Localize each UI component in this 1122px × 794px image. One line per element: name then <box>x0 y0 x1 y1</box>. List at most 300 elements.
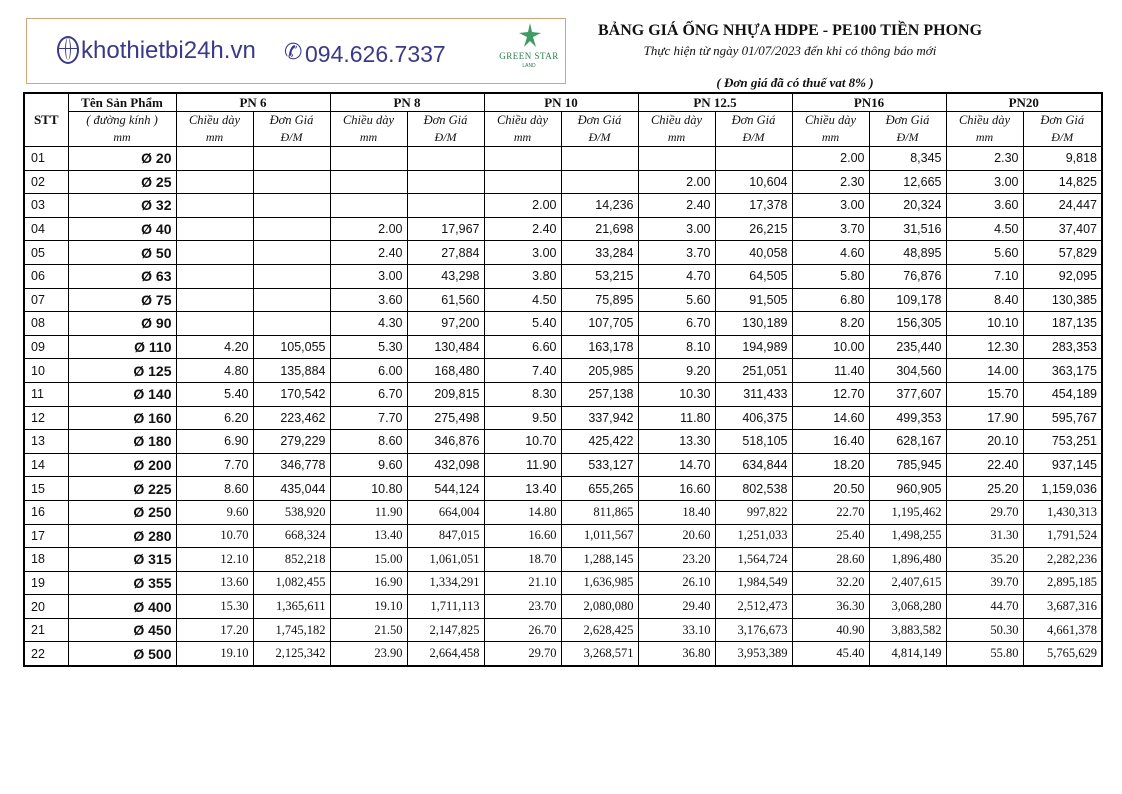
price-cell: 544,124 <box>407 477 484 501</box>
thickness-cell: 5.80 <box>792 264 869 288</box>
price-unit: Đ/M <box>1023 129 1102 147</box>
thickness-cell: 7.70 <box>176 453 253 477</box>
price-cell: 26,215 <box>715 217 792 241</box>
price-cell: 33,284 <box>561 241 638 265</box>
price-cell: 4,661,378 <box>1023 618 1102 642</box>
price-cell: 2,664,458 <box>407 642 484 666</box>
thickness-cell: 11.80 <box>638 406 715 430</box>
company-banner <box>26 18 566 84</box>
price-cell: 852,218 <box>253 548 330 572</box>
price-cell: 76,876 <box>869 264 946 288</box>
row-number: 19 <box>24 571 68 595</box>
thickness-cell: 23.90 <box>330 642 407 666</box>
thickness-cell: 2.30 <box>792 170 869 194</box>
table-row <box>24 217 1102 241</box>
thickness-cell: 13.40 <box>330 524 407 548</box>
price-cell: 91,505 <box>715 288 792 312</box>
table-row <box>24 335 1102 359</box>
thickness-header: Chiều dày <box>792 112 869 130</box>
thickness-cell: 2.30 <box>946 147 1023 171</box>
thickness-cell: 6.20 <box>176 406 253 430</box>
price-cell: 20,324 <box>869 194 946 218</box>
thickness-cell: 12.30 <box>946 335 1023 359</box>
price-cell: 634,844 <box>715 453 792 477</box>
thickness-cell: 16.40 <box>792 430 869 454</box>
price-cell: 14,236 <box>561 194 638 218</box>
thickness-cell: 9.20 <box>638 359 715 383</box>
thickness-cell <box>176 288 253 312</box>
price-cell: 107,705 <box>561 312 638 336</box>
product-unit: mm <box>68 129 176 147</box>
row-number: 07 <box>24 288 68 312</box>
price-cell: 1,159,036 <box>1023 477 1102 501</box>
price-cell: 1,564,724 <box>715 548 792 572</box>
thickness-header: Chiều dày <box>330 112 407 130</box>
thickness-cell: 18.20 <box>792 453 869 477</box>
price-cell: 21,698 <box>561 217 638 241</box>
price-cell: 454,189 <box>1023 382 1102 406</box>
price-header: Đơn Giá <box>407 112 484 130</box>
thickness-cell <box>638 147 715 171</box>
thickness-cell: 5.30 <box>330 335 407 359</box>
price-cell: 257,138 <box>561 382 638 406</box>
price-cell: 363,175 <box>1023 359 1102 383</box>
thickness-cell: 2.00 <box>484 194 561 218</box>
table-row <box>24 571 1102 595</box>
price-cell: 1,334,291 <box>407 571 484 595</box>
price-header: Đơn Giá <box>869 112 946 130</box>
price-cell: 43,298 <box>407 264 484 288</box>
thickness-cell: 13.40 <box>484 477 561 501</box>
price-cell: 655,265 <box>561 477 638 501</box>
thickness-unit: mm <box>792 129 869 147</box>
thickness-cell: 14.70 <box>638 453 715 477</box>
thickness-cell: 7.10 <box>946 264 1023 288</box>
thickness-cell: 11.90 <box>330 500 407 524</box>
table-row <box>24 477 1102 501</box>
thickness-cell: 22.40 <box>946 453 1023 477</box>
pipe-diameter: Ø 200 <box>68 453 176 477</box>
table-row <box>24 382 1102 406</box>
thickness-cell: 8.20 <box>792 312 869 336</box>
pipe-diameter: Ø 225 <box>68 477 176 501</box>
price-cell: 377,607 <box>869 382 946 406</box>
price-cell: 14,825 <box>1023 170 1102 194</box>
thickness-cell: 20.60 <box>638 524 715 548</box>
price-cell: 1,711,113 <box>407 595 484 619</box>
thickness-cell: 33.10 <box>638 618 715 642</box>
row-number: 20 <box>24 595 68 619</box>
price-cell: 2,895,185 <box>1023 571 1102 595</box>
price-cell: 17,967 <box>407 217 484 241</box>
price-cell: 2,080,080 <box>561 595 638 619</box>
website-name: khothietbi24h.vn <box>81 37 256 64</box>
thickness-cell: 36.30 <box>792 595 869 619</box>
table-row <box>24 264 1102 288</box>
thickness-cell: 12.70 <box>792 382 869 406</box>
table-row <box>24 170 1102 194</box>
price-cell: 168,480 <box>407 359 484 383</box>
thickness-cell: 19.10 <box>330 595 407 619</box>
price-cell: 9,818 <box>1023 147 1102 171</box>
thickness-cell: 10.00 <box>792 335 869 359</box>
thickness-cell: 22.70 <box>792 500 869 524</box>
price-cell: 997,822 <box>715 500 792 524</box>
row-number: 13 <box>24 430 68 454</box>
thickness-cell: 12.10 <box>176 548 253 572</box>
price-cell: 40,058 <box>715 241 792 265</box>
thickness-cell: 3.60 <box>330 288 407 312</box>
pressure-group-header: PN 12.5 <box>638 93 792 112</box>
price-header: Đơn Giá <box>253 112 330 130</box>
thickness-cell: 5.40 <box>176 382 253 406</box>
price-cell: 251,051 <box>715 359 792 383</box>
price-cell: 1,430,313 <box>1023 500 1102 524</box>
product-subheader: ( đường kính ) <box>68 112 176 130</box>
thickness-cell: 25.40 <box>792 524 869 548</box>
thickness-cell <box>330 147 407 171</box>
thickness-cell: 6.90 <box>176 430 253 454</box>
price-cell: 435,044 <box>253 477 330 501</box>
price-cell: 337,942 <box>561 406 638 430</box>
thickness-cell: 11.40 <box>792 359 869 383</box>
thickness-cell: 26.10 <box>638 571 715 595</box>
thickness-cell: 4.60 <box>792 241 869 265</box>
pipe-diameter: Ø 20 <box>68 147 176 171</box>
row-number: 18 <box>24 548 68 572</box>
row-number: 21 <box>24 618 68 642</box>
thickness-cell: 4.30 <box>330 312 407 336</box>
thickness-cell: 50.30 <box>946 618 1023 642</box>
price-cell <box>253 147 330 171</box>
pressure-group-header: PN 6 <box>176 93 330 112</box>
thickness-cell: 2.40 <box>330 241 407 265</box>
thickness-cell: 10.30 <box>638 382 715 406</box>
price-cell: 5,765,629 <box>1023 642 1102 666</box>
row-number: 03 <box>24 194 68 218</box>
row-number: 06 <box>24 264 68 288</box>
thickness-cell: 44.70 <box>946 595 1023 619</box>
thickness-cell: 16.90 <box>330 571 407 595</box>
price-cell <box>561 147 638 171</box>
pipe-diameter: Ø 50 <box>68 241 176 265</box>
thickness-cell <box>176 170 253 194</box>
price-cell <box>407 147 484 171</box>
thickness-cell: 23.70 <box>484 595 561 619</box>
pressure-group-header: PN 8 <box>330 93 484 112</box>
thickness-cell: 15.00 <box>330 548 407 572</box>
thickness-cell: 6.80 <box>792 288 869 312</box>
price-cell: 304,560 <box>869 359 946 383</box>
row-number: 05 <box>24 241 68 265</box>
price-table <box>23 92 1103 667</box>
thickness-cell: 23.20 <box>638 548 715 572</box>
thickness-cell: 7.70 <box>330 406 407 430</box>
thickness-cell: 17.90 <box>946 406 1023 430</box>
price-cell: 2,147,825 <box>407 618 484 642</box>
price-cell: 53,215 <box>561 264 638 288</box>
price-cell: 156,305 <box>869 312 946 336</box>
thickness-cell: 13.30 <box>638 430 715 454</box>
price-cell <box>253 288 330 312</box>
thickness-cell: 55.80 <box>946 642 1023 666</box>
price-cell: 37,407 <box>1023 217 1102 241</box>
row-number: 11 <box>24 382 68 406</box>
price-cell: 1,365,611 <box>253 595 330 619</box>
price-cell: 75,895 <box>561 288 638 312</box>
price-cell: 61,560 <box>407 288 484 312</box>
price-cell: 223,462 <box>253 406 330 430</box>
price-cell: 811,865 <box>561 500 638 524</box>
pipe-diameter: Ø 280 <box>68 524 176 548</box>
thickness-cell: 2.00 <box>638 170 715 194</box>
price-cell: 279,229 <box>253 430 330 454</box>
price-cell: 2,125,342 <box>253 642 330 666</box>
pipe-diameter: Ø 500 <box>68 642 176 666</box>
thickness-cell: 9.60 <box>330 453 407 477</box>
row-number: 01 <box>24 147 68 171</box>
price-cell <box>253 241 330 265</box>
price-cell: 960,905 <box>869 477 946 501</box>
thickness-cell: 31.30 <box>946 524 1023 548</box>
price-unit: Đ/M <box>253 129 330 147</box>
thickness-cell: 19.10 <box>176 642 253 666</box>
price-cell: 1,984,549 <box>715 571 792 595</box>
price-cell: 109,178 <box>869 288 946 312</box>
price-cell: 57,829 <box>1023 241 1102 265</box>
table-row <box>24 618 1102 642</box>
thickness-cell: 3.00 <box>638 217 715 241</box>
price-cell: 2,512,473 <box>715 595 792 619</box>
price-cell: 275,498 <box>407 406 484 430</box>
price-cell: 205,985 <box>561 359 638 383</box>
table-row <box>24 430 1102 454</box>
table-row <box>24 500 1102 524</box>
price-cell: 664,004 <box>407 500 484 524</box>
price-header: Đơn Giá <box>1023 112 1102 130</box>
page-title: BẢNG GIÁ ỐNG NHỰA HDPE - PE100 TIỀN PHONG <box>597 22 983 39</box>
price-header: Đơn Giá <box>561 112 638 130</box>
thickness-cell: 3.00 <box>946 170 1023 194</box>
thickness-header: Chiều dày <box>946 112 1023 130</box>
row-number: 08 <box>24 312 68 336</box>
price-cell: 668,324 <box>253 524 330 548</box>
price-cell: 27,884 <box>407 241 484 265</box>
price-cell: 2,282,236 <box>1023 548 1102 572</box>
price-cell: 187,135 <box>1023 312 1102 336</box>
thickness-cell: 13.60 <box>176 571 253 595</box>
price-cell: 1,636,985 <box>561 571 638 595</box>
thickness-cell: 10.70 <box>176 524 253 548</box>
thickness-cell: 9.50 <box>484 406 561 430</box>
table-row <box>24 147 1102 171</box>
thickness-cell: 16.60 <box>484 524 561 548</box>
thickness-cell: 40.90 <box>792 618 869 642</box>
thickness-cell <box>330 170 407 194</box>
price-cell: 1,082,455 <box>253 571 330 595</box>
thickness-unit: mm <box>330 129 407 147</box>
thickness-cell: 20.10 <box>946 430 1023 454</box>
row-number: 10 <box>24 359 68 383</box>
price-cell: 10,604 <box>715 170 792 194</box>
thickness-cell: 2.40 <box>638 194 715 218</box>
pipe-diameter: Ø 125 <box>68 359 176 383</box>
thickness-cell: 2.00 <box>330 217 407 241</box>
thickness-cell: 3.60 <box>946 194 1023 218</box>
price-unit: Đ/M <box>715 129 792 147</box>
thickness-unit: mm <box>176 129 253 147</box>
price-cell: 130,385 <box>1023 288 1102 312</box>
price-header: Đơn Giá <box>715 112 792 130</box>
price-cell: 48,895 <box>869 241 946 265</box>
price-cell: 847,015 <box>407 524 484 548</box>
thickness-cell: 6.70 <box>330 382 407 406</box>
thickness-cell <box>176 194 253 218</box>
price-cell: 1,288,145 <box>561 548 638 572</box>
thickness-cell: 4.20 <box>176 335 253 359</box>
price-cell: 31,516 <box>869 217 946 241</box>
pipe-diameter: Ø 110 <box>68 335 176 359</box>
thickness-cell: 3.80 <box>484 264 561 288</box>
price-cell: 406,375 <box>715 406 792 430</box>
thickness-header: Chiều dày <box>484 112 561 130</box>
price-cell: 1,195,462 <box>869 500 946 524</box>
price-cell <box>715 147 792 171</box>
thickness-cell: 14.00 <box>946 359 1023 383</box>
price-cell: 937,145 <box>1023 453 1102 477</box>
price-cell: 135,884 <box>253 359 330 383</box>
row-number: 14 <box>24 453 68 477</box>
price-cell: 3,068,280 <box>869 595 946 619</box>
thickness-cell <box>484 147 561 171</box>
thickness-cell: 8.60 <box>330 430 407 454</box>
row-number: 04 <box>24 217 68 241</box>
price-cell: 1,498,255 <box>869 524 946 548</box>
thickness-cell: 21.10 <box>484 571 561 595</box>
thickness-cell: 5.60 <box>638 288 715 312</box>
thickness-cell: 15.70 <box>946 382 1023 406</box>
pipe-diameter: Ø 250 <box>68 500 176 524</box>
pipe-diameter: Ø 315 <box>68 548 176 572</box>
pipe-diameter: Ø 40 <box>68 217 176 241</box>
price-cell: 170,542 <box>253 382 330 406</box>
price-cell: 4,814,149 <box>869 642 946 666</box>
partner-name: GREEN STAR <box>499 51 559 61</box>
price-cell: 533,127 <box>561 453 638 477</box>
thickness-unit: mm <box>484 129 561 147</box>
thickness-header: Chiều dày <box>176 112 253 130</box>
phone-icon: ✆ <box>284 39 303 64</box>
price-cell: 163,178 <box>561 335 638 359</box>
price-unit: Đ/M <box>869 129 946 147</box>
table-body <box>24 147 1102 667</box>
stt-header: STT <box>24 93 68 147</box>
price-cell: 2,628,425 <box>561 618 638 642</box>
price-cell: 499,353 <box>869 406 946 430</box>
thickness-cell <box>176 147 253 171</box>
thickness-cell: 6.60 <box>484 335 561 359</box>
thickness-cell: 25.20 <box>946 477 1023 501</box>
thickness-unit: mm <box>946 129 1023 147</box>
price-cell: 3,883,582 <box>869 618 946 642</box>
table-row <box>24 359 1102 383</box>
price-cell: 432,098 <box>407 453 484 477</box>
thickness-cell: 7.40 <box>484 359 561 383</box>
pipe-diameter: Ø 400 <box>68 595 176 619</box>
thickness-cell: 8.30 <box>484 382 561 406</box>
thickness-cell: 11.90 <box>484 453 561 477</box>
table-row <box>24 595 1102 619</box>
thickness-cell: 10.70 <box>484 430 561 454</box>
price-cell <box>253 194 330 218</box>
thickness-cell <box>484 170 561 194</box>
price-cell: 425,422 <box>561 430 638 454</box>
thickness-cell: 28.60 <box>792 548 869 572</box>
page-subtitle: Thực hiện từ ngày 01/07/2023 đến khi có thông báo mới <box>643 43 937 58</box>
price-cell: 97,200 <box>407 312 484 336</box>
thickness-cell: 18.40 <box>638 500 715 524</box>
thickness-cell <box>176 217 253 241</box>
thickness-cell: 9.60 <box>176 500 253 524</box>
thickness-cell: 4.50 <box>484 288 561 312</box>
thickness-cell <box>176 241 253 265</box>
thickness-cell <box>176 264 253 288</box>
table-header <box>24 93 1102 147</box>
globe-icon <box>57 36 79 64</box>
price-cell: 3,176,673 <box>715 618 792 642</box>
thickness-cell: 14.80 <box>484 500 561 524</box>
thickness-cell: 4.70 <box>638 264 715 288</box>
pipe-diameter: Ø 180 <box>68 430 176 454</box>
price-cell: 1,251,033 <box>715 524 792 548</box>
row-number: 09 <box>24 335 68 359</box>
price-cell: 802,538 <box>715 477 792 501</box>
thickness-cell: 3.70 <box>792 217 869 241</box>
pipe-diameter: Ø 160 <box>68 406 176 430</box>
price-cell: 1,061,051 <box>407 548 484 572</box>
price-unit: Đ/M <box>407 129 484 147</box>
thickness-cell <box>330 194 407 218</box>
pressure-group-header: PN20 <box>946 93 1102 112</box>
thickness-cell: 3.00 <box>484 241 561 265</box>
thickness-cell: 8.60 <box>176 477 253 501</box>
thickness-cell: 29.70 <box>946 500 1023 524</box>
product-header: Tên Sản Phẩm <box>68 93 176 112</box>
price-cell: 1,791,524 <box>1023 524 1102 548</box>
thickness-cell: 29.40 <box>638 595 715 619</box>
thickness-cell: 14.60 <box>792 406 869 430</box>
thickness-cell: 16.60 <box>638 477 715 501</box>
table-row <box>24 194 1102 218</box>
price-cell: 1,745,182 <box>253 618 330 642</box>
thickness-cell: 3.00 <box>792 194 869 218</box>
price-cell: 3,268,571 <box>561 642 638 666</box>
pipe-diameter: Ø 450 <box>68 618 176 642</box>
thickness-cell: 26.70 <box>484 618 561 642</box>
price-cell: 17,378 <box>715 194 792 218</box>
price-cell: 1,896,480 <box>869 548 946 572</box>
thickness-cell: 35.20 <box>946 548 1023 572</box>
price-cell: 3,953,389 <box>715 642 792 666</box>
pipe-diameter: Ø 355 <box>68 571 176 595</box>
thickness-cell: 5.60 <box>946 241 1023 265</box>
price-cell: 1,011,567 <box>561 524 638 548</box>
thickness-cell: 21.50 <box>330 618 407 642</box>
thickness-cell: 15.30 <box>176 595 253 619</box>
price-cell: 346,876 <box>407 430 484 454</box>
price-cell: 209,815 <box>407 382 484 406</box>
table-row <box>24 312 1102 336</box>
